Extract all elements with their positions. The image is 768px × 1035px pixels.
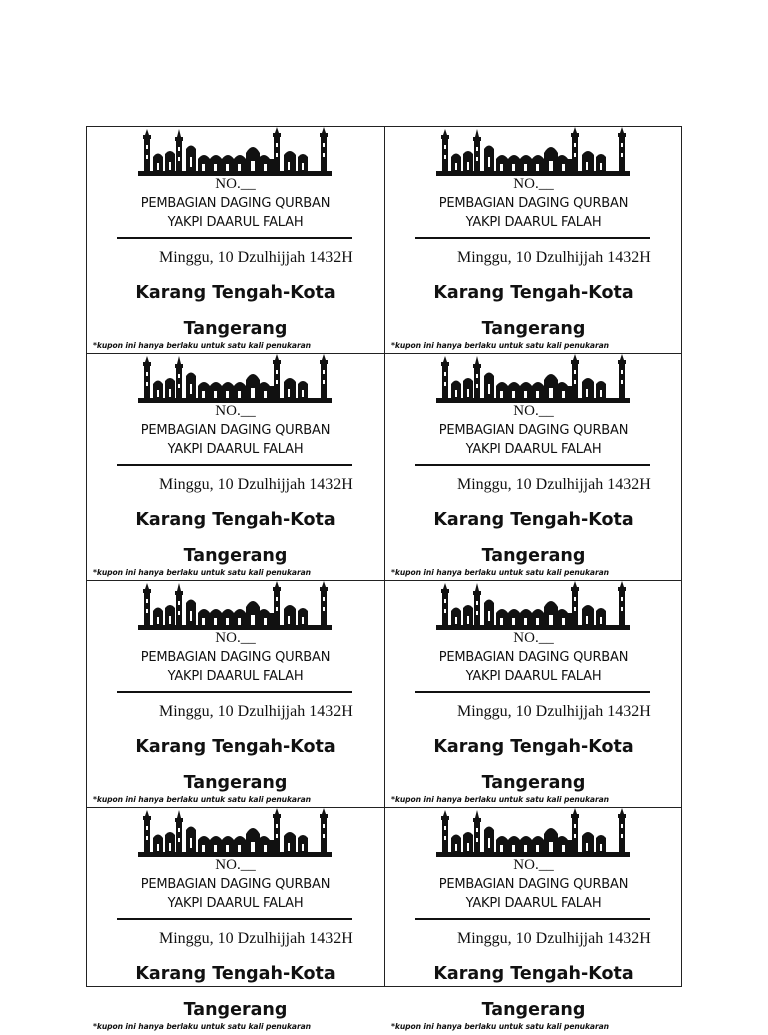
coupon bbox=[87, 808, 384, 1035]
coupon-note: *kupon ini hanya berlaku untuk satu kali penukaran bbox=[391, 568, 609, 577]
mosque-skyline-icon bbox=[138, 354, 332, 404]
coupon-note: *kupon ini hanya berlaku untuk satu kali penukaran bbox=[93, 341, 311, 350]
coupon-date: Minggu, 10 Dzulhijjah 1432H bbox=[457, 476, 651, 493]
mosque-skyline-icon bbox=[436, 354, 630, 404]
coupon-date: Minggu, 10 Dzulhijjah 1432H bbox=[159, 930, 353, 947]
divider bbox=[117, 918, 352, 920]
coupon bbox=[385, 808, 682, 1035]
divider bbox=[117, 464, 352, 466]
coupon-organizer: YAKPI DAARUL FALAH bbox=[465, 896, 602, 911]
coupon-note: *kupon ini hanya berlaku untuk satu kali penukaran bbox=[391, 1022, 609, 1031]
coupon-title: PEMBAGIAN DAGING QURBAN bbox=[140, 877, 331, 892]
coupon bbox=[385, 127, 682, 354]
row-divider bbox=[87, 353, 681, 354]
coupon-location: Karang Tengah-Kota Tangerang bbox=[433, 510, 634, 566]
mosque-skyline-icon bbox=[436, 808, 630, 858]
divider bbox=[117, 691, 352, 693]
coupon-location: Karang Tengah-Kota Tangerang bbox=[433, 737, 634, 793]
column-divider bbox=[384, 127, 385, 986]
coupon-organizer: YAKPI DAARUL FALAH bbox=[465, 215, 602, 230]
coupon bbox=[87, 581, 384, 808]
coupon-number: NO.__ bbox=[215, 857, 256, 873]
coupon-location: Karang Tengah-Kota Tangerang bbox=[433, 283, 634, 339]
coupon-note: *kupon ini hanya berlaku untuk satu kali penukaran bbox=[93, 568, 311, 577]
coupon-number: NO.__ bbox=[513, 403, 554, 419]
coupon bbox=[385, 581, 682, 808]
coupon-number: NO.__ bbox=[215, 176, 256, 192]
coupon bbox=[385, 354, 682, 581]
divider bbox=[117, 237, 352, 239]
divider bbox=[415, 918, 650, 920]
coupon-title: PEMBAGIAN DAGING QURBAN bbox=[438, 423, 629, 438]
coupon-title: PEMBAGIAN DAGING QURBAN bbox=[438, 877, 629, 892]
coupon-organizer: YAKPI DAARUL FALAH bbox=[167, 896, 304, 911]
coupon-location: Karang Tengah-Kota Tangerang bbox=[135, 283, 336, 339]
coupon-location: Karang Tengah-Kota Tangerang bbox=[135, 737, 336, 793]
coupon-note: *kupon ini hanya berlaku untuk satu kali penukaran bbox=[93, 795, 311, 804]
mosque-skyline-icon bbox=[436, 127, 630, 177]
coupon-title: PEMBAGIAN DAGING QURBAN bbox=[438, 196, 629, 211]
coupon-date: Minggu, 10 Dzulhijjah 1432H bbox=[159, 476, 353, 493]
mosque-skyline-icon bbox=[436, 581, 630, 631]
coupon-number: NO.__ bbox=[513, 857, 554, 873]
coupon-number: NO.__ bbox=[215, 630, 256, 646]
coupon-organizer: YAKPI DAARUL FALAH bbox=[465, 442, 602, 457]
coupon-date: Minggu, 10 Dzulhijjah 1432H bbox=[457, 703, 651, 720]
coupon-title: PEMBAGIAN DAGING QURBAN bbox=[140, 423, 331, 438]
row-divider bbox=[87, 807, 681, 808]
coupon-organizer: YAKPI DAARUL FALAH bbox=[167, 442, 304, 457]
coupon-note: *kupon ini hanya berlaku untuk satu kali penukaran bbox=[391, 795, 609, 804]
coupon bbox=[87, 127, 384, 354]
coupon-note: *kupon ini hanya berlaku untuk satu kali penukaran bbox=[93, 1022, 311, 1031]
divider bbox=[415, 464, 650, 466]
coupon-organizer: YAKPI DAARUL FALAH bbox=[167, 669, 304, 684]
coupon-number: NO.__ bbox=[513, 630, 554, 646]
coupon-date: Minggu, 10 Dzulhijjah 1432H bbox=[159, 249, 353, 266]
coupon-organizer: YAKPI DAARUL FALAH bbox=[167, 215, 304, 230]
coupon bbox=[87, 354, 384, 581]
coupon-title: PEMBAGIAN DAGING QURBAN bbox=[140, 650, 331, 665]
divider bbox=[415, 691, 650, 693]
coupon-date: Minggu, 10 Dzulhijjah 1432H bbox=[159, 703, 353, 720]
mosque-skyline-icon bbox=[138, 581, 332, 631]
coupon-location: Karang Tengah-Kota Tangerang bbox=[135, 510, 336, 566]
coupon-date: Minggu, 10 Dzulhijjah 1432H bbox=[457, 930, 651, 947]
coupon-number: NO.__ bbox=[215, 403, 256, 419]
coupon-number: NO.__ bbox=[513, 176, 554, 192]
coupon-date: Minggu, 10 Dzulhijjah 1432H bbox=[457, 249, 651, 266]
mosque-skyline-icon bbox=[138, 808, 332, 858]
coupon-note: *kupon ini hanya berlaku untuk satu kali penukaran bbox=[391, 341, 609, 350]
coupon-location: Karang Tengah-Kota Tangerang bbox=[433, 964, 634, 1020]
coupon-location: Karang Tengah-Kota Tangerang bbox=[135, 964, 336, 1020]
coupon-title: PEMBAGIAN DAGING QURBAN bbox=[140, 196, 331, 211]
divider bbox=[415, 237, 650, 239]
coupon-organizer: YAKPI DAARUL FALAH bbox=[465, 669, 602, 684]
row-divider bbox=[87, 580, 681, 581]
mosque-skyline-icon bbox=[138, 127, 332, 177]
coupon-title: PEMBAGIAN DAGING QURBAN bbox=[438, 650, 629, 665]
coupon-sheet bbox=[86, 126, 682, 1031]
